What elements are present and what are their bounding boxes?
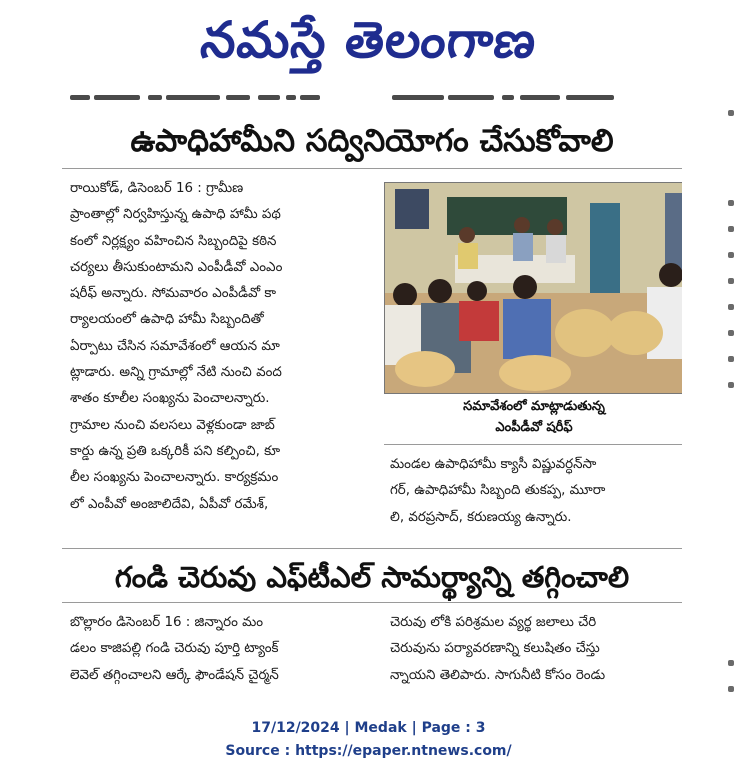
- newspaper-logo: నమస్తే తెలంగాణ: [197, 10, 540, 69]
- text-line: డలం కాజిపల్లి గండి చెరువు పూర్తి ట్యాంక్: [70, 641, 279, 657]
- text-line: మండల ఉపాధిహామీ క్యాసీ విష్ణువర్ధన్‌సా: [390, 457, 597, 472]
- article-1-column-2: [390, 452, 682, 531]
- article-1-headline: ఉపాధిహామీని సద్వినియోగం చేసుకోవాలి: [130, 123, 614, 159]
- text-line: చర్యలు తీసుకుంటామని ఎంపీడీవో ఎంఎం: [70, 259, 283, 275]
- text-line: కార్డు ఉన్న ప్రతి ఒక్కరికీ పని కల్పించి, కూ: [70, 443, 281, 459]
- text-line: గ్రామాల నుంచి వలసలు వెళ్లకుండా జాబ్: [70, 417, 275, 433]
- photo-caption: [384, 396, 682, 438]
- text-line: రాయికోడ్, డిసెంబర్ 16 : గ్రామీణ: [70, 181, 244, 196]
- meeting-photo: [384, 182, 682, 394]
- text-line: ఏర్పాటు చేసిన సమావేశంలో ఆయన మా: [70, 338, 280, 354]
- caption-line: సమావేశంలో మాట్లాడుతున్న: [463, 399, 605, 414]
- text-line: లో ఎంపీవో అంజాలిదేవి, ఏపీవో రమేశ్,: [70, 496, 269, 512]
- text-line: ట్లాడారు. అన్ని గ్రామాల్లో నేటి నుంచి వంద: [70, 365, 282, 381]
- cut-off-text: [62, 92, 682, 106]
- text-line: షరీఫ్ అన్నారు. సోమవారం ఎంపీడీవో కా: [70, 286, 277, 302]
- divider: [384, 444, 682, 445]
- divider: [62, 602, 682, 603]
- adjacent-text-fragments: [722, 100, 737, 700]
- article-2-column-1: [70, 610, 376, 689]
- text-line: లీల సంఖ్యను పెంచాలన్నారు. కార్యక్రమం: [70, 470, 279, 486]
- footer-source: Source : https://epaper.ntnews.com/: [225, 743, 512, 759]
- text-line: బొల్లారం డిసెంబర్ 16 : జిన్నారం మం: [70, 615, 264, 630]
- text-line: శాతం కూలీల సంఖ్యను పెంచాలన్నారు.: [70, 391, 270, 407]
- text-line: లెవెల్ తగ్గించాలని ఆర్కే ఫౌండేషన్ చైర్మన్: [70, 667, 279, 683]
- article-2-headline: గండి చెరువు ఎఫ్‌టీఎల్ సామర్థ్యాన్ని తగ్గించాలి: [114, 560, 630, 594]
- article-1-column-1: [70, 176, 376, 518]
- meeting-photo-illustration: [385, 183, 682, 393]
- divider: [62, 168, 682, 169]
- text-line: చెరువు లోకి పరిశ్రమల వ్యర్థ జలాలు చేరి: [390, 615, 597, 630]
- caption-line: ఎంపీడీవో షరీఫ్: [495, 420, 573, 435]
- text-line: న్నాయని తెలిపారు. సాగునీటి కోసం రెండు: [390, 667, 606, 683]
- text-line: చెరువును పర్యావరణాన్ని కలుషితం చేస్తు: [390, 641, 600, 657]
- text-line: కంలో నిర్లక్ష్యం వహించిన సిబ్బందిపై కఠిన: [70, 233, 277, 249]
- footer-date-edition: 17/12/2024 | Medak | Page : 3: [251, 720, 486, 736]
- text-line: ప్రాంతాల్లో నిర్వహిస్తున్న ఉపాధి హామీ పథ: [70, 207, 281, 223]
- text-line: లి, వరప్రసాద్, కరుణయ్య ఉన్నారు.: [390, 509, 572, 525]
- divider: [62, 548, 682, 549]
- article-2-column-2: [390, 610, 682, 689]
- adjacent-column-edge: [722, 100, 737, 700]
- newspaper-clipping: [62, 92, 682, 698]
- masthead: [0, 0, 737, 86]
- text-line: గర్, ఉపాధిహామీ సిబ్బంది తుకప్ప, మూరా: [390, 483, 606, 499]
- cut-off-text-fragment: [62, 92, 682, 104]
- text-line: ర్యాలయంలో ఉపాధి హామీ సిబ్బందితో: [70, 312, 264, 328]
